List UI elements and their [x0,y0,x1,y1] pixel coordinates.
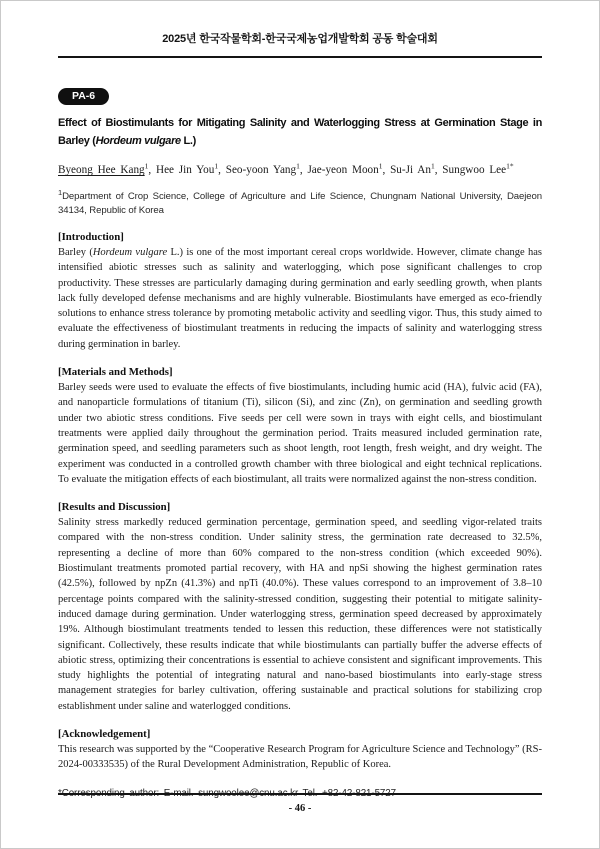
results-discussion-body: Salinity stress markedly reduced germination percentage, germination speed, and seedling vigor-related traits compared with the non-stress condition. Under salinity stress, the germination rate decreased to 32.5%, representing a decline of more than 60% compared to the non-stress condition (which exceeded 90%). Biostimulant treatments promoted partial recovery, with HA and npSi showing the highest germination rates (42.5%), followed by npZn (41.3%) and npTi (40.0%). These values correspond to an improvement of 3.8–10 percentage points compared with the salinity-stressed condition, suggesting their potential to mitigate salinity-induced damage during germination. Under waterlogging stress, germination speed decreased by approximately 19%. Although biostimulant treatments tended to lessen this reduction, these differences were not statistically significant. Collectively, these results indicate that while biostimulants can partially buffer the adverse effects of abiotic stress, optimizing their concentrations is essential to achieve consistent and significant improvements. This study highlights the potential of integrating natural and nano-based biostimulants into early-stage stress management strategies for barley cultivation, offering sustainable and practical solutions for stabilizing crop establishment under saline and waterlogged conditions. [58,517,542,712]
materials-methods-heading: [Materials and Methods] [58,366,173,379]
section-materials-methods [58,365,542,487]
conference-title: 2025년 한국작물학회-한국국제농업개발학회 공동 학술대회 [162,33,438,45]
paper-title-suffix: L.) [180,134,196,147]
species-name: Hordeum vulgare [92,247,168,258]
session-badge: PA-6 [58,88,109,105]
paper-title-text: Effect of Biostimulants for Mitigating Salinity and Waterlogging Stress at Germination Stage in Barley ( [58,117,542,147]
acknowledgement-heading: [Acknowledgement] [58,728,151,741]
author: Jae-yeon Moon$^1$, [307,161,391,176]
author: Sungwoo Lee$^{1*}$ [442,161,514,176]
author: Seo-yoon Yang$^1$, [225,161,308,176]
author-list [58,161,542,176]
conference-header [1,1,599,46]
species-name: Hordeum vulgare [95,134,181,147]
corresponding-author-line: *Corresponding author: E-mail. sungwoolee@cnu.ac.kr Tel. +82-42-821-5727 [58,787,396,799]
page-number: - 46 - [288,803,312,814]
affiliation-marker: 1 [58,187,63,197]
section-results-discussion [58,500,542,714]
author: Su-Ji An$^1$, [390,161,443,176]
introduction-body: Barley (Hordeum vulgare L.) is one of the most important cereal crops worldwide. However, climate change has intensified abiotic stresses such as salinity and waterlogging, which pose significant challenges to crop productivity. These stresses are particularly damaging during germination and early seedling growth, when plants lack fully developed defense mechanisms and are highly vulnerable. Biostimulants have emerged as eco-friendly solutions to enhance stress tolerance by promoting metabolic activity and seedling vigor. Thus, this study aimed to evaluate the effectiveness of biostimulant treatments in reducing the impacts of salinity and waterlogging stress during germination in barley. [58,247,542,350]
introduction-heading: [Introduction] [58,231,124,243]
section-introduction [58,230,542,352]
results-discussion-heading: [Results and Discussion] [58,501,171,514]
author: Hee Jin You$^1$, [155,161,226,176]
page-content [1,58,599,799]
acknowledgement-body: This research was supported by the “Cooperative Research Program for Agriculture Science and Technology” (RS-2024-00333535) of the Rural Development Administration, Republic of Korea. [58,744,542,771]
section-acknowledgement [58,727,542,773]
paper-title [58,115,542,150]
materials-methods-body: Barley seeds were used to evaluate the effects of five biostimulants, including humic acid (HA), fulvic acid (FA), and nanoparticle formulations of titanium (Ti), silicon (Si), and zinc (Zn), on germination and seedling growth under two abiotic stress conditions. Five seeds per cell were sown in trays with eight cells, and biostimulant treatments were applied daily throughout the germination period. Traits measured included germination rate, germination speed, and seedling parameters such as shoot length, root length, fresh weight, and dry weight. The experiment was conducted in a controlled growth chamber with three biological and eight technical replications. To evaluate the mitigation effects of each biostimulant, all traits were normalized against the non-stress condition. [58,382,542,485]
author: Byeong Hee Kang$^1$, [58,161,156,176]
affiliation-text: Department of Crop Science, College of Agriculture and Life Science, Chungnam National University, Daejeon 34134, Republic of Korea [58,191,542,216]
page-footer [58,793,542,816]
affiliation [58,187,542,217]
